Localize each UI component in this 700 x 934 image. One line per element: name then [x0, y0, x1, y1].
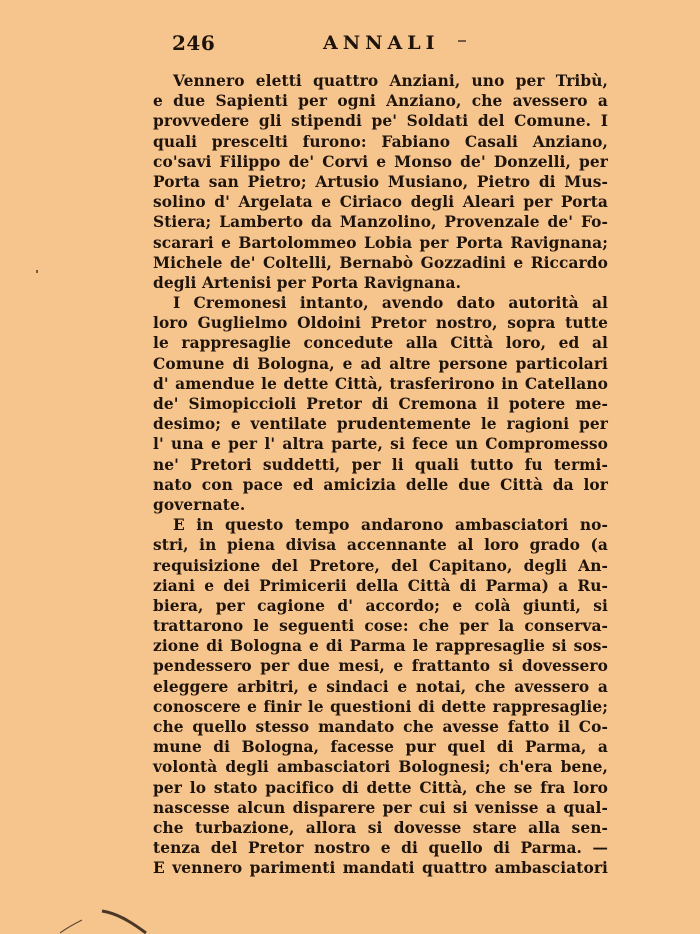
text-line: solino d' Argelata e Ciriaco degli Aleari per Porta: [153, 193, 608, 212]
text-line: I Cremonesi intanto, avendo dato autorità al: [173, 294, 608, 313]
text-line: scarari e Bartolommeo Lobia per Porta Ravignana;: [153, 233, 608, 252]
text-line: Stiera; Lamberto da Manzolino, Provenzale de' Fo-: [153, 213, 608, 232]
scan-smudge: [60, 905, 150, 934]
text-line: ne' Pretori suddetti, per li quali tutto fu termi-: [153, 455, 608, 474]
text-line: pendessero per due mesi, e frattanto si dovessero: [153, 657, 608, 676]
text-line: Michele de' Coltelli, Bernabò Gozzadini e Riccardo: [153, 253, 608, 272]
text-line: e due Sapienti per ogni Anziano, che avessero a: [153, 92, 608, 111]
text-line: provvedere gli stipendi pe' Soldati del Comune. I: [153, 112, 608, 131]
text-line: conoscere e finir le questioni di dette rappresaglie;: [153, 697, 608, 716]
running-title: ANNALI: [323, 32, 440, 54]
text-line: Comune di Bologna, e ad altre persone particolari: [153, 354, 608, 373]
scan-speck: [36, 270, 38, 273]
text-line: loro Guglielmo Oldoini Pretor nostro, sopra tutte: [153, 314, 608, 333]
text-line: per lo stato pacifico di dette Città, che se fra loro: [153, 778, 608, 797]
text-line: d' amendue le dette Città, trasferirono in Catellano: [153, 374, 608, 393]
text-line: volontà degli ambasciatori Bolognesi; ch'era bene,: [153, 758, 608, 777]
body-text: [153, 71, 608, 879]
text-line: E vennero parimenti mandati quattro ambasciatori: [153, 859, 608, 878]
text-line: co'savi Filippo de' Corvi e Monso de' Donzelli, per: [153, 152, 608, 171]
text-line: nato con pace ed amicizia delle due Città da lor: [153, 475, 608, 494]
text-line: l' una e per l' altra parte, si fece un Compromesso: [153, 435, 608, 454]
text-line: zione di Bologna e di Parma le rappresaglie si sos-: [153, 637, 608, 656]
text-line: mune di Bologna, facesse pur quel di Parma, a: [153, 738, 608, 757]
text-line: de' Simopiccioli Pretor di Cremona il potere me-: [153, 395, 608, 413]
text-line: trattarono le seguenti cose: che per la conserva-: [153, 617, 608, 636]
text-line: governate.: [153, 495, 246, 514]
text-line: ziani e dei Primicerii della Città di Parma) a Ru-: [153, 576, 608, 595]
text-line: Porta san Pietro; Artusio Musiano, Pietro di Mus-: [153, 172, 608, 191]
text-line: degli Artenisi per Porta Ravignana.: [153, 273, 462, 292]
text-line: che quello stesso mandato che avesse fatto il Co-: [153, 718, 608, 736]
text-line: nascesse alcun disparere per cui si venisse a qual-: [153, 798, 608, 817]
text-line: quali prescelti furono: Fabiano Casali Anziano,: [153, 132, 608, 151]
page-number: 246: [172, 31, 216, 55]
text-line: biera, per cagione d' accordo; e colà giunti, si: [153, 596, 608, 615]
text-line: desimo; e ventilate prudentemente le ragioni per: [153, 415, 608, 434]
text-line: eleggere arbitri, e sindaci e notai, che avessero a: [153, 677, 608, 696]
text-line: E in questo tempo andarono ambasciatori no-: [173, 516, 608, 535]
text-line: tenza del Pretor nostro e di quello di Parma. —: [153, 839, 608, 858]
text-line: le rappresaglie concedute alla Città loro, ed al: [153, 334, 608, 353]
text-line: requisizione del Pretore, del Capitano, degli An-: [153, 556, 608, 575]
text-line: che turbazione, allora si dovesse stare alla sen-: [153, 818, 608, 837]
scan-speck: [458, 40, 466, 42]
text-line: stri, in piena divisa accennante al loro grado (a: [153, 536, 608, 555]
text-line: Vennero eletti quattro Anziani, uno per Tribù,: [173, 72, 608, 90]
